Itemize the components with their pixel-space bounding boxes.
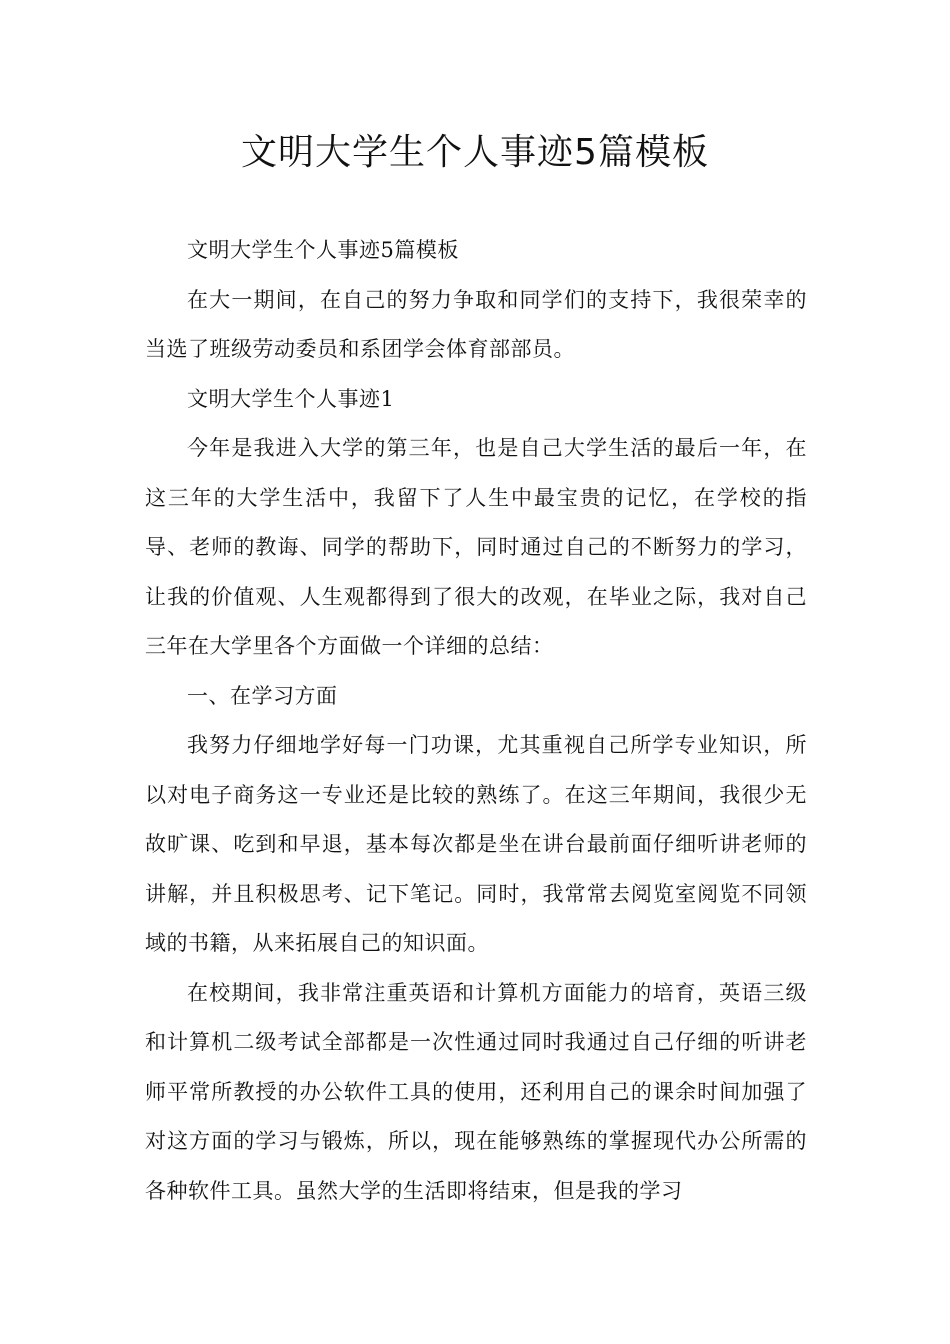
paragraph-subtitle: 文明大学生个人事迹5篇模板 xyxy=(187,238,459,262)
document-title: 文明大学生个人事迹5篇模板 xyxy=(241,132,709,173)
paragraph-skills: 在校期间，我非常注重英语和计算机方面能力的培育，英语三级和计算机二级考试全部都是一次性通过同时我通过自己仔细的听讲老师平常所教授的办公软件工具的使用，还利用自己的课余时间加强了对这方面的学习与锻炼，所以，现在能够熟练的掌握现代办公所需的各种软件工具。虽然大学的生活即将结束，但是我的学习 xyxy=(145,980,807,1203)
paragraph-overview: 今年是我进入大学的第三年，也是自己大学生活的最后一年，在这三年的大学生活中，我留下了人生中最宝贵的记忆，在学校的指导、老师的教诲、同学的帮助下，同时通过自己的不断努力的学习，让我的价值观、人生观都得到了很大的改观，在毕业之际，我对自己三年在大学里各个方面做一个详细的总结： xyxy=(145,436,807,658)
paragraph-study-heading: 一、在学习方面 xyxy=(187,683,338,708)
document-body xyxy=(145,226,807,1216)
paragraph-study: 我努力仔细地学好每一门功课，尤其重视自己所学专业知识，所以对电子商务这一专业还是比较的熟练了。在这三年期间，我很少无故旷课、吃到和早退，基本每次都是坐在讲台最前面仔细听讲老师的讲解，并且积极思考、记下笔记。同时，我常常去阅览室阅览不同领域的书籍，从来拓展自己的知识面。 xyxy=(145,733,807,955)
paragraph-intro: 在大一期间，在自己的努力争取和同学们的支持下，我很荣幸的当选了班级劳动委员和系团学会体育部部员。 xyxy=(145,287,807,361)
paragraph-section-heading: 文明大学生个人事迹1 xyxy=(187,386,395,411)
